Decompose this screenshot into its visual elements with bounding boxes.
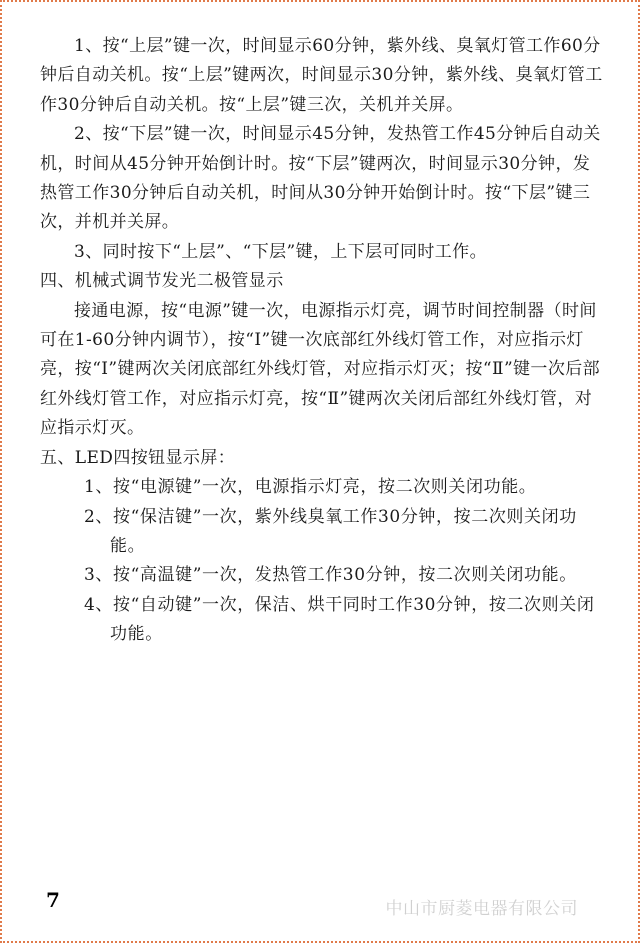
- section4-body: 接通电源，按“电源”键一次，电源指示灯亮，调节时间控制器（时间可在1-60分钟内调节），按“Ⅰ”键一次底部红外线灯管工作，对应指示灯亮，按“Ⅰ”键两次关闭底部红外线灯管，对应指示灯灭；按“Ⅱ”键一次后部红外线灯管工作，对应指示灯亮，按“Ⅱ”键两次关闭后部红外线灯管，对应指示灯灭。: [40, 300, 601, 439]
- section3-item-3: 3、同时按下“上层”、“下层”键，上下层可同时工作。: [74, 241, 487, 262]
- section5-item-4: 4、按“自动键”一次，保洁、烘干同时工作30分钟，按二次则关闭功能。: [84, 594, 595, 645]
- section5-heading: 五、LED四按钮显示屏：: [40, 447, 236, 468]
- section3-item-2: 2、按“下层”键一次，时间显示45分钟，发热管工作45分钟后自动关机，时间从45分钟开始倒计时。按“下层”键两次，时间显示30分钟，发热管工作30分钟后自动关机，时间从30分钟开始倒计时。按“下层”键三次，并机并关屏。: [40, 124, 601, 233]
- page-content: [40, 32, 606, 650]
- page-number: 7: [46, 888, 60, 912]
- section5-item-1: 1、按“电源键”一次，电源指示灯亮，按二次则关闭功能。: [84, 477, 537, 498]
- company-name: 中山市厨菱电器有限公司: [385, 899, 578, 919]
- section5-item-2: 2、按“保洁键”一次，紫外线臭氧工作30分钟，按二次则关闭功能。: [84, 506, 577, 556]
- section3-item-1: 1、按“上层”键一次，时间显示60分钟，紫外线、臭氧灯管工作60分钟后自动关机。按“上层”键两次，时间显示30分钟，紫外线、臭氧灯管工作30分钟后自动关机。按“上层”键三次，关机并关屏。: [40, 36, 603, 115]
- section5-item-3: 3、按“高温键”一次，发热管工作30分钟，按二次则关闭功能。: [84, 565, 577, 586]
- section4-heading: 四、机械式调节发光二极管显示: [40, 271, 284, 292]
